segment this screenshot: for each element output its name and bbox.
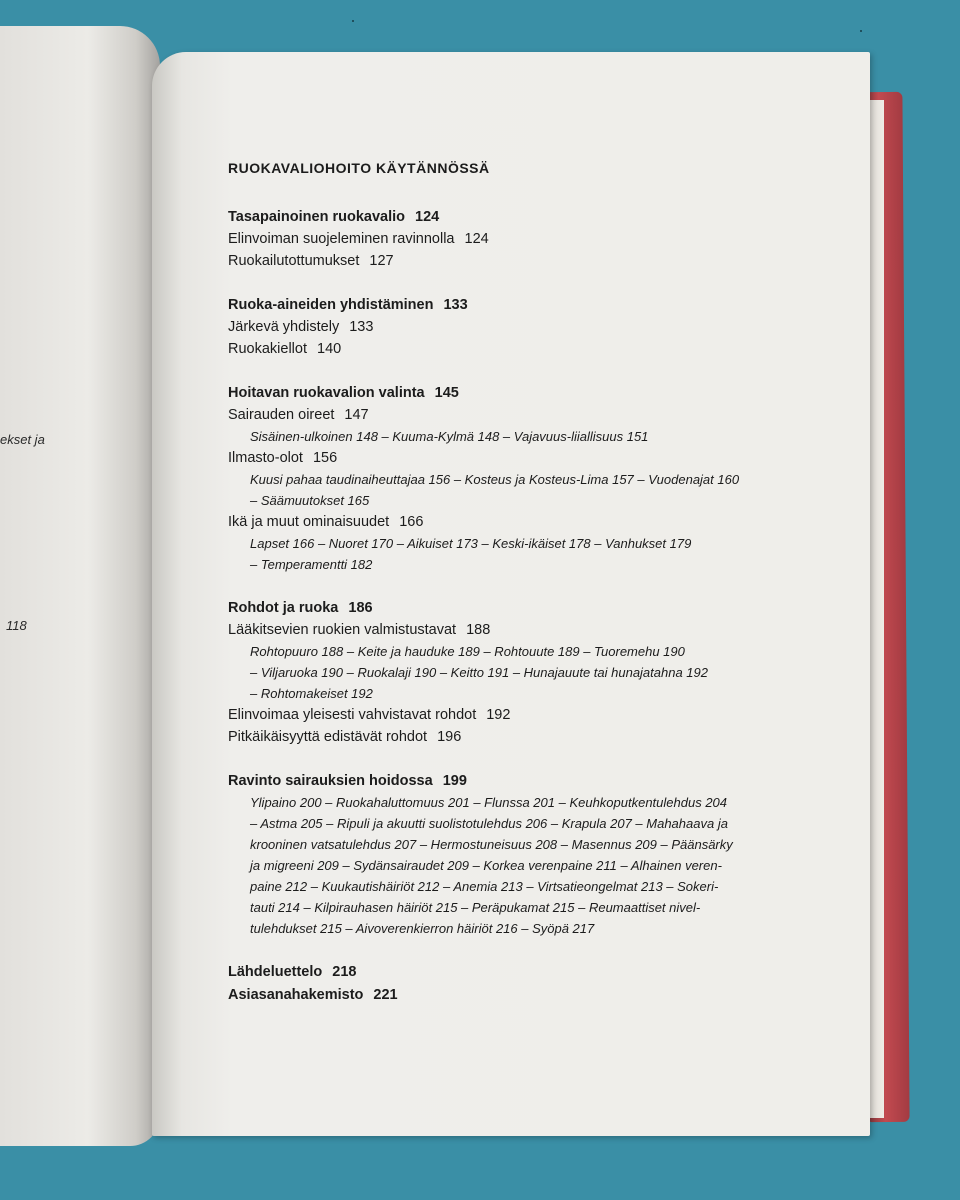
section-heading — [228, 597, 788, 619]
entry-text: Ruokailutottumukset — [228, 253, 360, 269]
entry-page-number: 140 — [317, 341, 342, 357]
toc-subentry-line: Kuusi pahaa taudinaiheuttajaa 156 – Kosteus ja Kosteus-Lima 157 – Vuodenajat 160 — [250, 472, 740, 487]
section-page-number: 133 — [443, 297, 468, 313]
speck — [352, 20, 354, 22]
section-heading — [228, 294, 788, 316]
section-heading — [228, 206, 788, 228]
toc-subentry-line: ja migreeni 209 – Sydänsairaudet 209 – Korkea verenpaine 211 – Alhainen veren- — [250, 858, 722, 873]
toc-entry — [228, 228, 788, 250]
toc-entry — [228, 316, 788, 338]
toc-section — [228, 770, 788, 939]
toc-subentry-line: Ylipaino 200 – Ruokahaluttomuus 201 – Flunssa 201 – Keuhkoputkentulehdus 204 — [250, 795, 728, 810]
toc-section — [228, 206, 788, 272]
toc-entry — [228, 250, 788, 272]
toc-sections — [228, 206, 788, 939]
toc-subentry-line: – Astma 205 – Ripuli ja akuutti suolistotulehdus 206 – Krapula 207 – Mahahaava ja — [250, 816, 728, 831]
section-heading-text: Hoitavan ruokavalion valinta — [228, 385, 425, 401]
entry-text: Pitkäikäisyyttä edistävät rohdot — [228, 729, 428, 745]
entry-page-number: 124 — [464, 231, 489, 247]
entry-text: Elinvoimaa yleisesti vahvistavat rohdot — [228, 707, 477, 723]
toc-entry — [228, 619, 788, 641]
toc-section — [228, 597, 788, 748]
left-page-fragment: ekset ja — [0, 432, 45, 447]
final-item-page-number: 218 — [332, 964, 357, 980]
entry-text: Ruokakiellot — [228, 341, 307, 357]
toc-subentry-line: – Rohtomakeiset 192 — [250, 686, 373, 701]
toc-subentry-line: tauti 214 – Kilpirauhasen häiriöt 215 – Peräpukamat 215 – Reumaattiset nivel- — [250, 900, 701, 915]
toc-subentry-line: krooninen vatsatulehdus 207 – Hermostuneisuus 208 – Masennus 209 – Päänsärky — [250, 837, 733, 852]
toc-entry — [228, 511, 788, 533]
entry-page-number: 196 — [437, 729, 462, 745]
toc-subentry-line: – Temperamentti 182 — [250, 557, 373, 572]
entry-page-number: 133 — [349, 319, 374, 335]
toc-entry — [228, 338, 788, 360]
final-item-page-number: 221 — [373, 987, 398, 1003]
entry-text: Ikä ja muut ominaisuudet — [228, 514, 390, 530]
toc-entry — [228, 704, 788, 726]
entry-page-number: 156 — [312, 450, 338, 466]
toc-entry — [228, 726, 788, 748]
toc-entry — [228, 404, 788, 426]
section-heading — [228, 770, 788, 792]
entry-page-number: 147 — [344, 407, 369, 423]
section-heading-text: Ravinto sairauksien hoidossa — [228, 773, 433, 789]
entry-text: Sairauden oireet — [228, 407, 335, 423]
left-page-fragment: 118 — [6, 618, 27, 633]
final-item-text: Lähdeluettelo — [228, 964, 323, 980]
entry-text: Järkevä yhdistely — [228, 319, 340, 335]
section-heading-text: Rohdot ja ruoka — [228, 600, 339, 616]
speck — [860, 30, 862, 32]
toc-subentry-line: – Viljaruoka 190 – Ruokalaji 190 – Keitto 191 – Hunajauute tai hunajatahna 192 — [250, 665, 708, 680]
section-page-number: 145 — [434, 385, 459, 401]
entry-page-number: 127 — [369, 253, 394, 269]
section-page-number: 199 — [442, 773, 467, 789]
table-of-contents — [228, 160, 788, 1007]
toc-subentry-line: tulehdukset 215 – Aivoverenkierron häiriöt 216 – Syöpä 217 — [250, 921, 595, 936]
section-heading-text: Tasapainoinen ruokavalio — [228, 209, 406, 225]
toc-section — [228, 382, 788, 575]
toc-final-item — [228, 961, 788, 984]
section-heading — [228, 382, 788, 404]
final-item-text: Asiasanahakemisto — [228, 987, 364, 1003]
entry-text: Elinvoiman suojeleminen ravinnolla — [228, 231, 455, 247]
toc-subentry-line: Sisäinen-ulkoinen 148 – Kuuma-Kylmä 148 – Vajavuus-liiallisuus 151 — [250, 429, 649, 444]
entry-page-number: 192 — [486, 707, 511, 723]
toc-subentry-line: paine 212 – Kuukautishäiriöt 212 – Anemia 213 – Virtsatieongelmat 213 – Sokeri- — [250, 879, 719, 894]
toc-title: RUOKAVALIOHOITO KÄYTÄNNÖSSÄ — [228, 160, 490, 176]
entry-text: Lääkitsevien ruokien valmistustavat — [228, 622, 457, 638]
toc-subentry-line: Lapset 166 – Nuoret 170 – Aikuiset 173 – Keski-ikäiset 178 – Vanhukset 179 — [250, 536, 692, 551]
entry-text: Ilmasto-olot — [228, 450, 303, 466]
entry-page-number: 166 — [399, 514, 424, 530]
toc-subentry-line: – Säämuutokset 165 — [250, 493, 370, 508]
toc-final-items — [228, 961, 788, 1007]
toc-final-item — [228, 984, 788, 1007]
left-page — [0, 26, 160, 1146]
section-page-number: 124 — [415, 209, 440, 225]
entry-page-number: 188 — [466, 622, 491, 638]
toc-entry — [228, 447, 788, 469]
section-page-number: 186 — [348, 600, 373, 616]
toc-section — [228, 294, 788, 360]
toc-subentry-line: Rohtopuuro 188 – Keite ja hauduke 189 – Rohtouute 189 – Tuoremehu 190 — [250, 644, 685, 659]
section-heading-text: Ruoka-aineiden yhdistäminen — [228, 297, 434, 313]
